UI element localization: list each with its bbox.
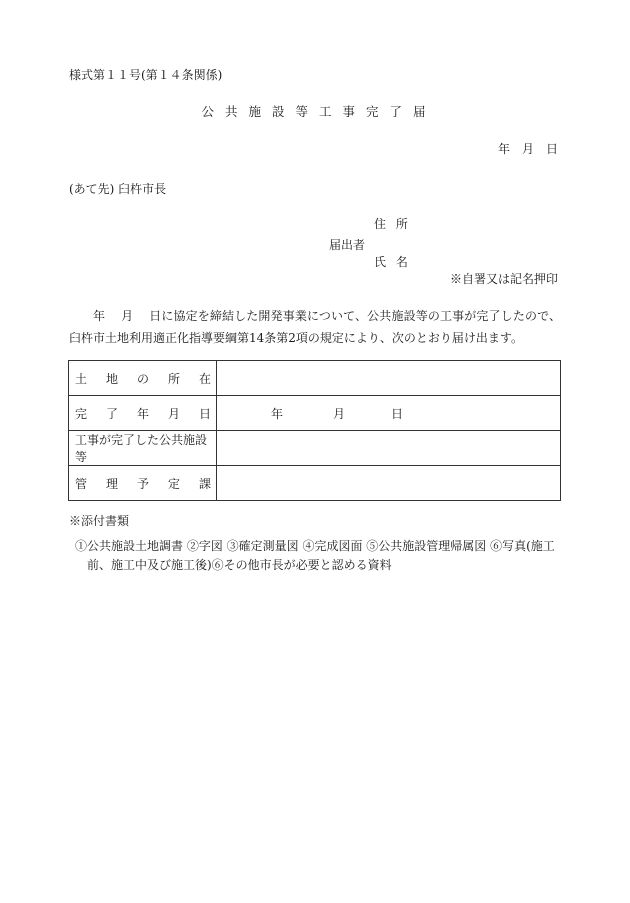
spread-label <box>75 405 211 422</box>
day-unit: 日 <box>391 406 404 421</box>
label-char: 完 <box>75 406 88 421</box>
address-label: 住 所 <box>374 217 408 231</box>
label-char: 土 <box>75 371 88 386</box>
attachments-title: ※添付書類 <box>69 514 130 528</box>
spread-label <box>75 370 211 387</box>
body-paragraph <box>69 305 561 349</box>
label-char: 予 <box>136 476 149 491</box>
submission-date: 年 月 日 <box>497 142 558 156</box>
label-char: 管 <box>75 476 88 491</box>
name-label: 氏 名 <box>374 255 408 269</box>
row-label-managing-section <box>69 466 217 501</box>
year-unit: 年 <box>271 406 284 421</box>
form-number: 様式第１１号(第１４条関係) <box>69 68 223 82</box>
label-char: 地 <box>105 371 118 386</box>
location-value[interactable] <box>217 361 561 396</box>
attachments-list: ①公共施設土地調書 ②字図 ③確定測量図 ④完成図面 ⑤公共施設管理帰属図 ⑥写真(施工前、施工中及び施工後)⑥その他市長が必要と認める資料 <box>75 539 555 572</box>
body-date-lead: 年 月 日 <box>93 309 162 323</box>
body-text: に協定を締結した開発事業について、公共施設等の工事が完了したので、臼杵市土地利用適正化指導要綱第14条第2項の規定により、次のとおり届け出ます。 <box>69 309 561 345</box>
month-unit: 月 <box>333 406 346 421</box>
label-char: 定 <box>167 476 180 491</box>
applicant-label: 届出者 <box>329 238 366 252</box>
row-label-completion-date <box>69 396 217 431</box>
facilities-value[interactable] <box>217 431 561 466</box>
row-label-location <box>69 361 217 396</box>
document-title: 公共施設等工事完了届 <box>201 104 437 119</box>
date-cells <box>217 405 560 422</box>
label-char: 月 <box>167 406 180 421</box>
signature-note: ※自署又は記名押印 <box>449 272 558 286</box>
label-char: 理 <box>105 476 118 491</box>
row-label-facilities: 工事が完了した公共施設等 <box>69 431 217 466</box>
label-char: の <box>136 371 149 386</box>
table-row <box>69 466 561 501</box>
label-char: 所 <box>167 371 180 386</box>
label-char: 了 <box>105 406 118 421</box>
info-table <box>68 360 561 501</box>
label-char: 在 <box>198 371 211 386</box>
table-row <box>69 396 561 431</box>
completion-date-value[interactable] <box>217 396 561 431</box>
label-char: 日 <box>198 406 211 421</box>
label-char: 年 <box>136 406 149 421</box>
label-char: 課 <box>198 476 211 491</box>
table-row <box>69 361 561 396</box>
table-row <box>69 431 561 466</box>
addressee: (あて先) 臼杵市長 <box>69 182 167 196</box>
spread-label <box>75 475 211 492</box>
managing-section-value[interactable] <box>217 466 561 501</box>
